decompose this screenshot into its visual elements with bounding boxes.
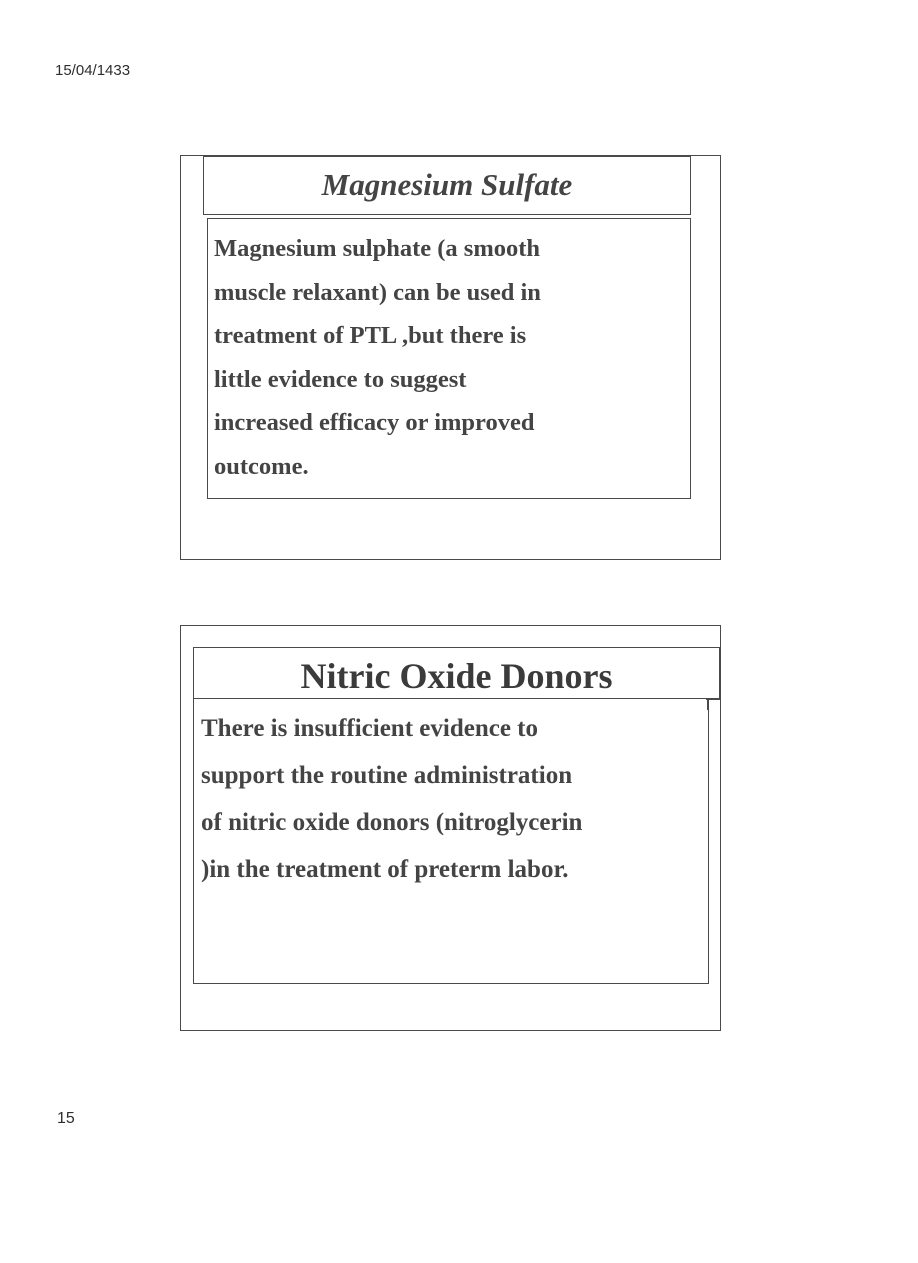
body-line: increased efficacy or improved xyxy=(214,409,535,436)
body-line: of nitric oxide donors (nitroglycerin xyxy=(201,809,583,836)
slide-title: Magnesium Sulfate xyxy=(203,156,691,215)
body-line: Magnesium sulphate (a smooth xyxy=(214,235,541,262)
slide-magnesium-sulfate xyxy=(180,155,721,560)
page-number: 15 xyxy=(57,1110,75,1127)
body-line: treatment of PTL ,but there is xyxy=(214,322,527,349)
slide-nitric-oxide-donors xyxy=(180,625,721,1031)
body-line: muscle relaxant) can be used in xyxy=(214,278,541,306)
slide-body xyxy=(207,218,691,499)
body-line: )in the treatment of preterm labor. xyxy=(201,856,569,883)
body-line: outcome. xyxy=(214,452,309,480)
slide-body xyxy=(193,698,709,984)
page-date: 15/04/1433 xyxy=(55,62,131,79)
body-line: little evidence to suggest xyxy=(214,365,467,393)
slide-title: Nitric Oxide Donors xyxy=(193,647,720,699)
frame-tick xyxy=(707,698,709,710)
body-line: There is insufficient evidence to xyxy=(201,715,538,742)
body-line: support the routine administration xyxy=(201,762,573,789)
